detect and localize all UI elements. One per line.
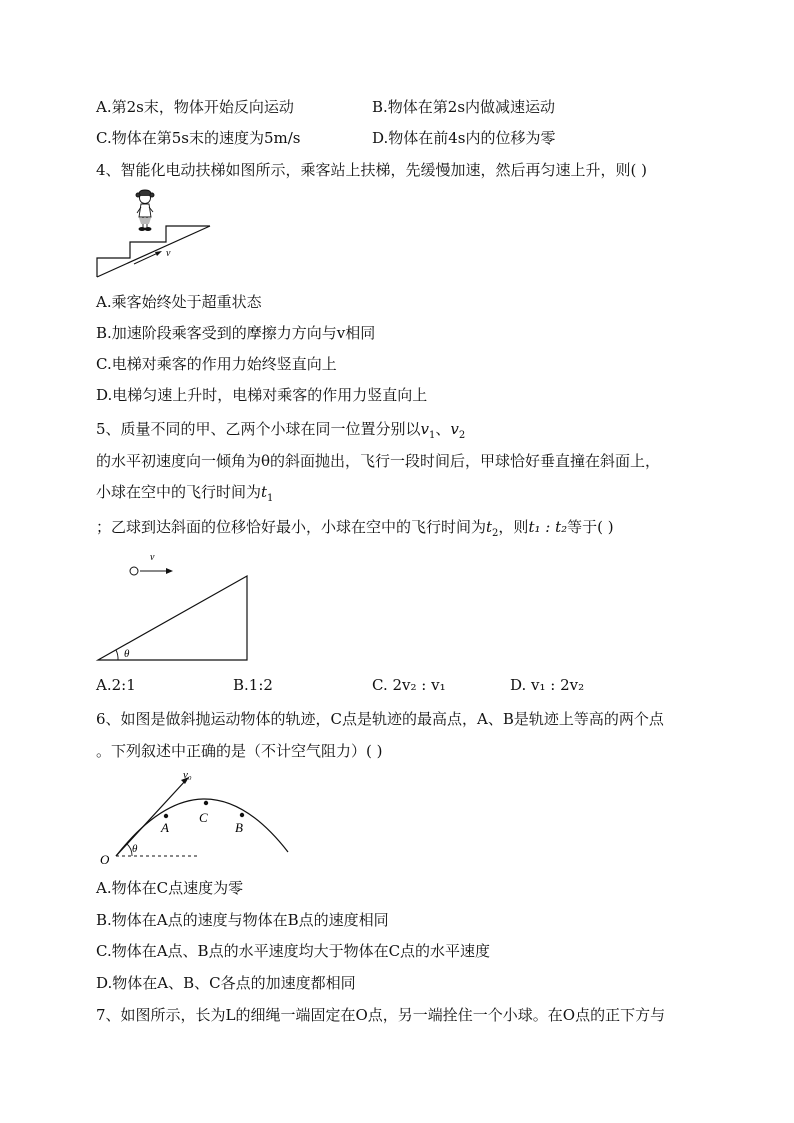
q5-t2-sub: 2 bbox=[492, 528, 499, 539]
q4-option-d: D.电梯匀速上升时，电梯对乘客的作用力竖直向上 bbox=[96, 386, 428, 404]
q6-stem-line-2: 。下列叙述中正确的是（不计空气阻力）( ) bbox=[96, 742, 383, 760]
q5-v1-sub: 1 bbox=[429, 430, 436, 441]
trajectory-curve bbox=[116, 799, 288, 856]
q4-option-b: B.加速阶段乘客受到的摩擦力方向与v相同 bbox=[96, 324, 376, 342]
point-a-label: A bbox=[161, 820, 169, 835]
q6-option-c: C.物体在A点、B点的水平速度均大于物体在C点的水平速度 bbox=[96, 942, 491, 960]
incline-figure bbox=[94, 542, 254, 666]
q5-stem-line-4-text: ；乙球到达斜面的位移恰好最小，小球在空中的飞行时间为 bbox=[96, 518, 487, 536]
q5-stem-line-1 bbox=[96, 419, 465, 446]
velocity-label: v bbox=[150, 552, 155, 563]
escalator-figure bbox=[94, 186, 224, 282]
q5-v1: v bbox=[420, 420, 430, 438]
point-c-dot bbox=[204, 801, 208, 805]
point-a-dot bbox=[164, 814, 168, 818]
q6-option-b: B.物体在A点的速度与物体在B点的速度相同 bbox=[96, 911, 389, 929]
q5-stem-line-3 bbox=[96, 482, 273, 509]
q5-v2-sub: 2 bbox=[458, 430, 466, 441]
q6-option-a: A.物体在C点速度为零 bbox=[96, 879, 244, 897]
q5-v2: v bbox=[450, 420, 459, 438]
q5-ratio: t₁ : t₂ bbox=[528, 518, 568, 536]
q3-option-b: B.物体在第2s内做减速运动 bbox=[372, 98, 556, 116]
q6-stem-line-1: 6、如图是做斜抛运动物体的轨迹，C点是轨迹的最高点，A、B是轨迹上等高的两个点 bbox=[96, 710, 664, 728]
q5-option-d: D. v₁ : 2v₂ bbox=[510, 676, 585, 694]
q4-option-c: C.电梯对乘客的作用力始终竖直向上 bbox=[96, 355, 337, 373]
q3-option-a: A.第2s末，物体开始反向运动 bbox=[96, 98, 294, 116]
incline-triangle bbox=[98, 576, 247, 660]
q4-stem: 4、智能化电动扶梯如图所示，乘客站上扶梯，先缓慢加速，然后再匀速上升，则( ) bbox=[96, 161, 648, 179]
q5-option-c: C. 2v₂ : v₁ bbox=[372, 676, 446, 694]
passenger-icon bbox=[136, 190, 154, 231]
q5-stem-line-4 bbox=[96, 517, 614, 544]
v0-label: v₀ bbox=[183, 769, 192, 781]
q5-t1-sub: 1 bbox=[267, 493, 274, 504]
velocity-label: v bbox=[166, 248, 171, 259]
velocity-arrowhead bbox=[155, 251, 162, 256]
v0-arrow bbox=[116, 780, 186, 856]
q7-stem-line-1: 7、如图所示，长为L的细绳一端固定在O点，另一端拴住一个小球。在O点的正下方与 bbox=[96, 1006, 666, 1024]
q5-stem-line-2: 的水平初速度向一倾角为θ的斜面抛出，飞行一段时间后，甲球恰好垂直撞在斜面上， bbox=[96, 452, 661, 470]
q5-option-a: A.2:1 bbox=[96, 676, 136, 694]
q5-option-b: B.1:2 bbox=[233, 676, 273, 694]
q6-option-d: D.物体在A、B、C各点的加速度都相同 bbox=[96, 974, 356, 992]
q5-stem-prefix: 5、质量不同的甲、乙两个小球在同一位置分别以 bbox=[96, 420, 421, 438]
ball-icon bbox=[130, 567, 138, 575]
q5-t2: t bbox=[486, 518, 493, 536]
angle-arc bbox=[116, 650, 118, 660]
q5-stem-line-3-text: 小球在空中的飞行时间为 bbox=[96, 483, 262, 501]
q5-stem-line-4-mid: ，则 bbox=[498, 518, 529, 536]
escalator-incline bbox=[97, 226, 210, 277]
q3-option-c: C.物体在第5s末的速度为5m/s bbox=[96, 129, 301, 147]
angle-label: θ bbox=[132, 843, 138, 855]
q4-option-a: A.乘客始终处于超重状态 bbox=[96, 293, 262, 311]
origin-label: O bbox=[100, 852, 110, 867]
q5-stem-line-4-suffix: 等于( ) bbox=[567, 518, 614, 536]
point-b-label: B bbox=[235, 820, 243, 835]
q3-option-d: D.物体在前4s内的位移为零 bbox=[372, 129, 556, 147]
point-c-label: C bbox=[199, 810, 208, 825]
q5-sep: 、 bbox=[435, 420, 451, 438]
point-b-dot bbox=[240, 813, 244, 817]
projectile-figure bbox=[94, 766, 294, 870]
velocity-arrowhead bbox=[166, 568, 173, 574]
angle-label: θ bbox=[124, 648, 130, 660]
q5-t1: t bbox=[261, 483, 268, 501]
